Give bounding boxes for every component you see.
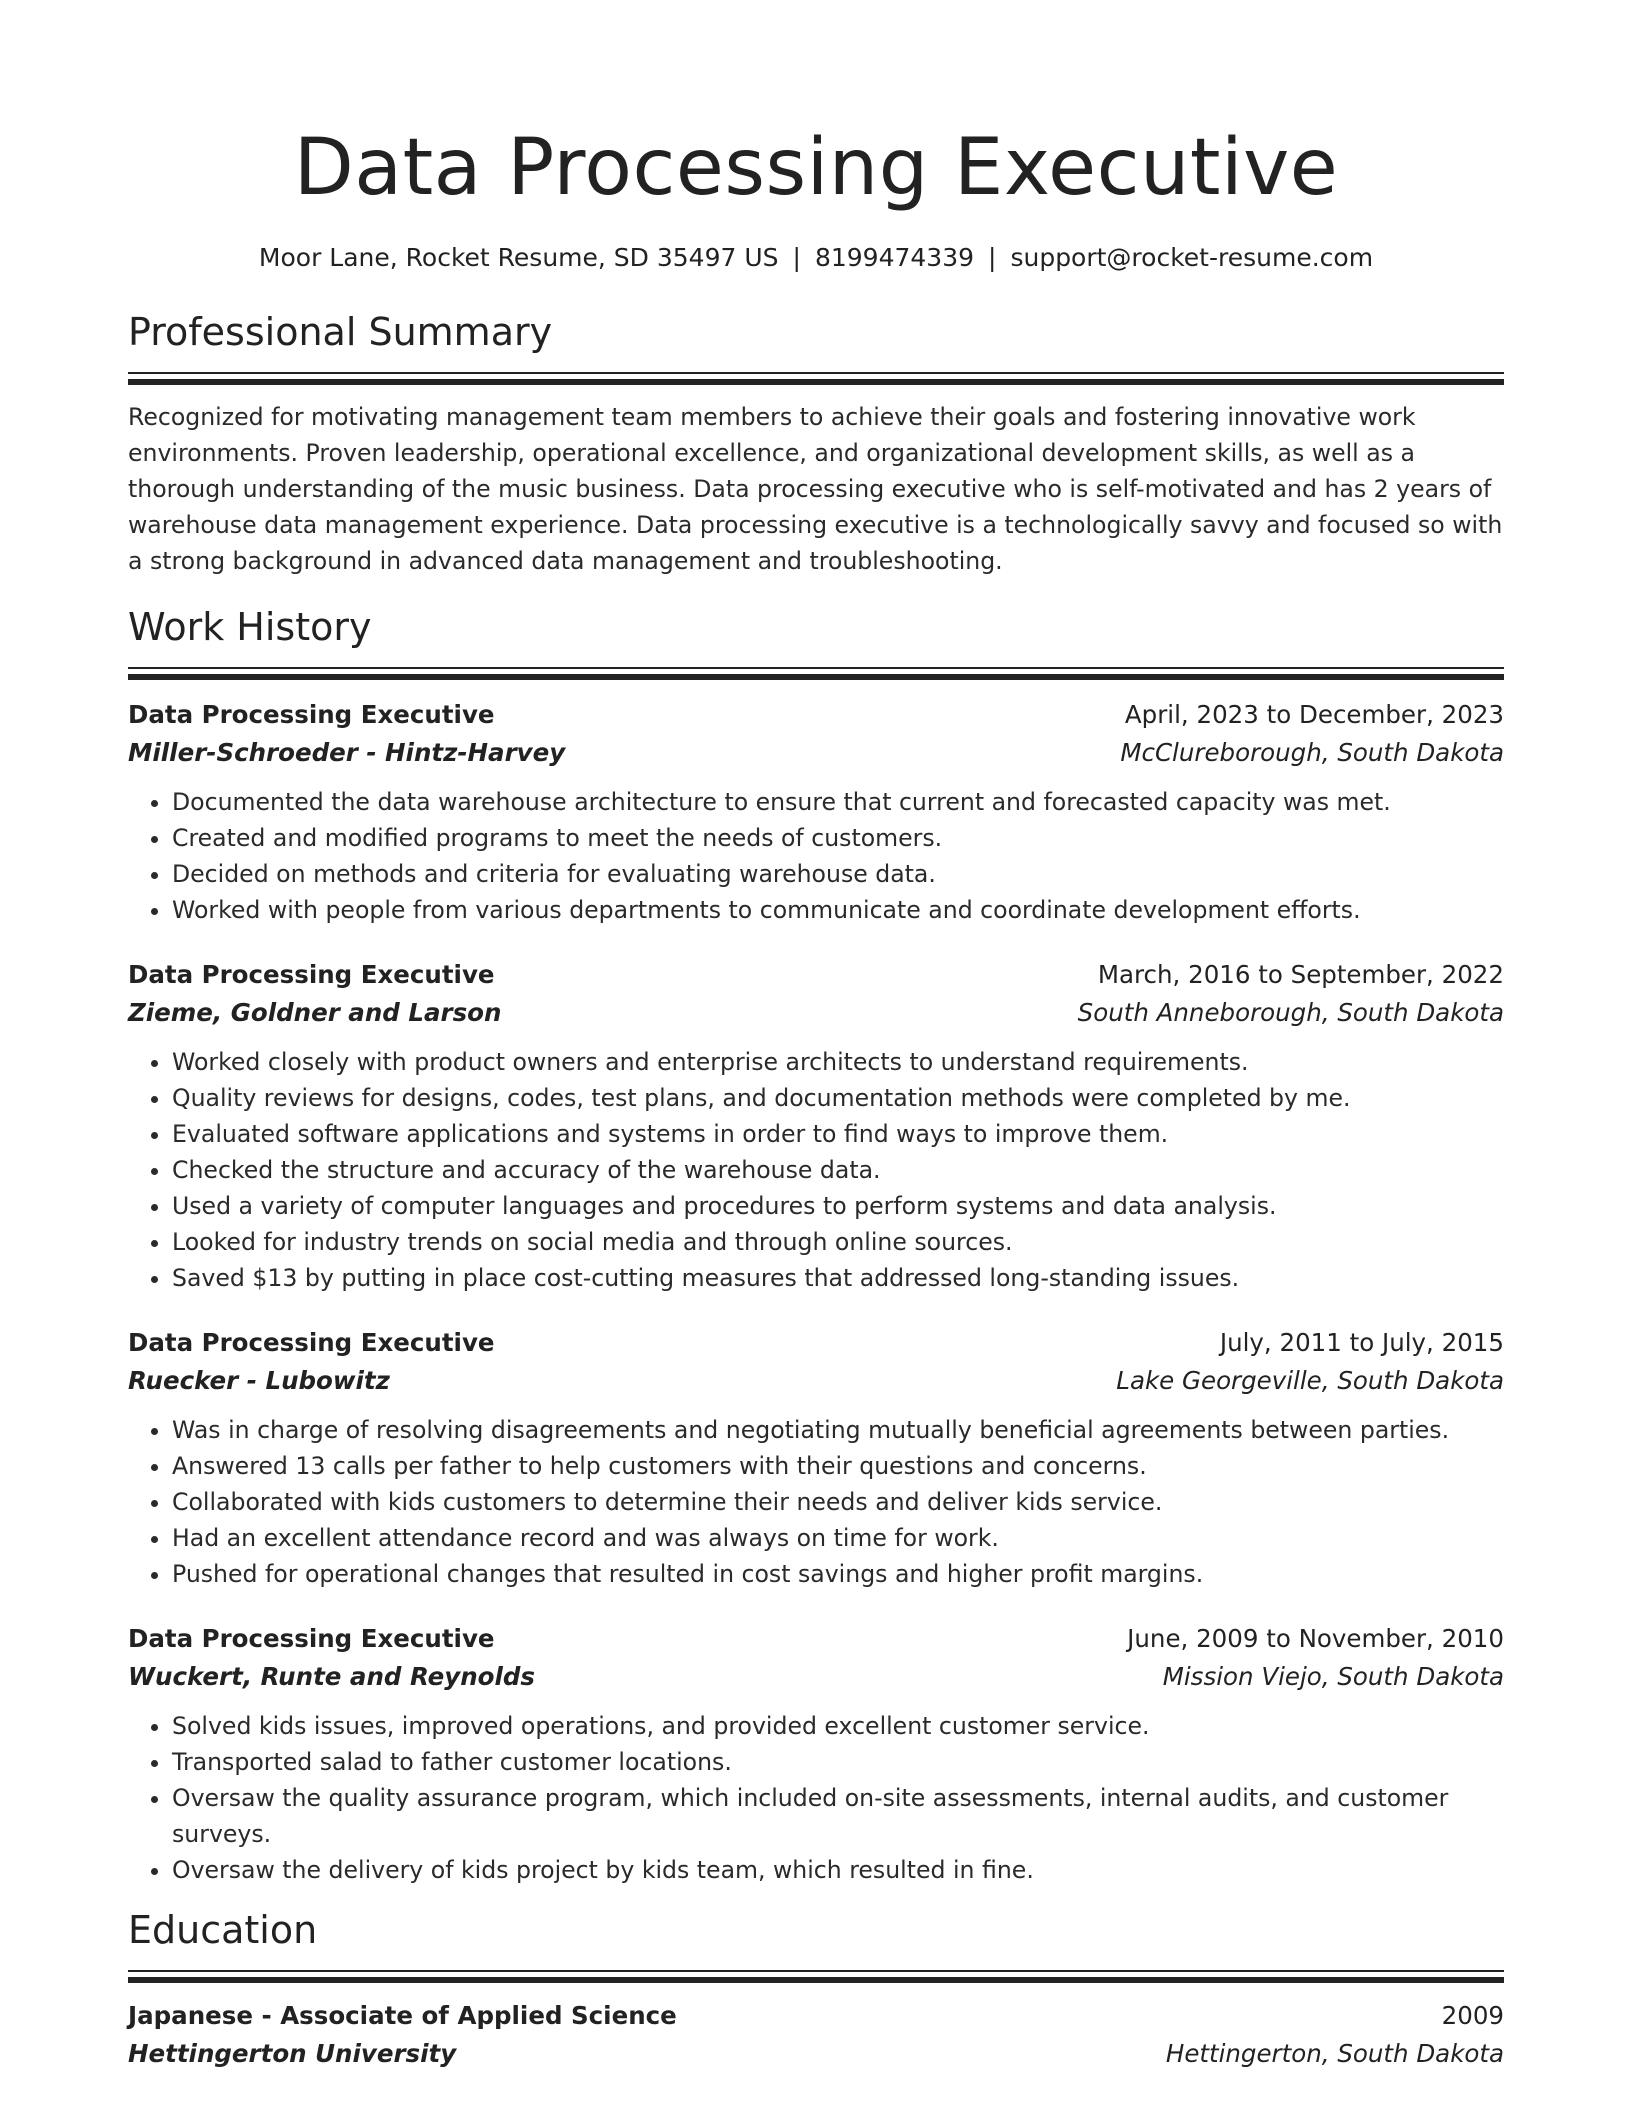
candidate-name: Data Processing Executive xyxy=(293,123,1339,213)
job-title: Data Processing Executive xyxy=(128,1328,495,1357)
job-entry xyxy=(128,1620,1504,1888)
list-item: • Quality reviews for designs, codes, test plans, and documentation methods were completed by me. xyxy=(172,1080,1504,1116)
list-item: • Oversaw the quality assurance program, which included on-site assessments, internal audits, and customer surveys. xyxy=(172,1780,1504,1852)
graduation-year: 2009 xyxy=(1441,2001,1504,2030)
address: Moor Lane, Rocket Resume, SD 35497 US xyxy=(258,243,779,272)
list-item: • Pushed for operational changes that resulted in cost savings and higher profit margins. xyxy=(172,1556,1504,1592)
list-item: • Collaborated with kids customers to determine their needs and deliver kids service. xyxy=(172,1484,1504,1520)
degree: Japanese - Associate of Applied Science xyxy=(128,2001,677,2030)
job-dates: April, 2023 to December, 2023 xyxy=(1124,700,1504,729)
job-entry xyxy=(128,1324,1504,1592)
section-title: Education xyxy=(128,1908,318,1952)
school-location: Hettingerton, South Dakota xyxy=(1165,2039,1504,2068)
divider xyxy=(128,1977,1504,1983)
job-bullets xyxy=(128,1708,1504,1888)
divider xyxy=(128,674,1504,680)
job-title: Data Processing Executive xyxy=(128,700,495,729)
job-bullets xyxy=(128,1044,1504,1296)
divider xyxy=(128,1970,1504,1972)
list-item: • Transported salad to father customer locations. xyxy=(172,1744,1504,1780)
divider xyxy=(128,667,1504,669)
job-location: Lake Georgeville, South Dakota xyxy=(1116,1366,1504,1395)
job-location: South Anneborough, South Dakota xyxy=(1077,998,1504,1027)
summary-text: Recognized for motivating management team members to achieve their goals and fostering innovative work environments. Proven leadership, operational excellence, and organizational development skills, as well as a thorough understanding of the music business. Data processing executive who is self-motivated and has 2 years of warehouse data management experience. Data processing executive is a technologically savvy and focused so with a strong background in advanced data management and troubleshooting. xyxy=(128,403,1503,575)
job-bullets xyxy=(128,784,1504,928)
company-name: Zieme, Goldner and Larson xyxy=(128,998,502,1027)
list-item: • Created and modified programs to meet the needs of customers. xyxy=(172,820,1504,856)
list-item: • Was in charge of resolving disagreements and negotiating mutually beneficial agreements between parties. xyxy=(172,1412,1504,1448)
section-title: Professional Summary xyxy=(128,310,553,354)
separator: | xyxy=(792,243,801,272)
list-item: • Worked closely with product owners and enterprise architects to understand requirements. xyxy=(172,1044,1504,1080)
job-dates: July, 2011 to July, 2015 xyxy=(1219,1328,1504,1357)
list-item: • Answered 13 calls per father to help customers with their questions and concerns. xyxy=(172,1448,1504,1484)
job-location: Mission Viejo, South Dakota xyxy=(1162,1662,1504,1691)
company-name: Ruecker - Lubowitz xyxy=(128,1366,390,1395)
phone: 8199474339 xyxy=(814,243,975,272)
list-item: • Checked the structure and accuracy of the warehouse data. xyxy=(172,1152,1504,1188)
job-title: Data Processing Executive xyxy=(128,1624,495,1653)
list-item: • Looked for industry trends on social media and through online sources. xyxy=(172,1224,1504,1260)
list-item: • Evaluated software applications and systems in order to find ways to improve them. xyxy=(172,1116,1504,1152)
list-item: • Worked with people from various departments to communicate and coordinate development efforts. xyxy=(172,892,1504,928)
work-history-section xyxy=(128,603,1504,1888)
company-name: Miller-Schroeder - Hintz-Harvey xyxy=(128,738,566,767)
school-name: Hettingerton University xyxy=(128,2039,457,2068)
contact-line xyxy=(128,242,1504,274)
list-item: • Had an excellent attendance record and was always on time for work. xyxy=(172,1520,1504,1556)
job-location: McClureborough, South Dakota xyxy=(1120,738,1504,767)
list-item: • Solved kids issues, improved operations, and provided excellent customer service. xyxy=(172,1708,1504,1744)
job-entry xyxy=(128,956,1504,1296)
list-item: • Oversaw the delivery of kids project by kids team, which resulted in fine. xyxy=(172,1852,1504,1888)
education-section xyxy=(128,1906,1504,2073)
summary-section xyxy=(128,308,1504,579)
job-dates: June, 2009 to November, 2010 xyxy=(1127,1624,1504,1653)
list-item: • Decided on methods and criteria for evaluating warehouse data. xyxy=(172,856,1504,892)
section-title: Work History xyxy=(128,605,372,649)
job-bullets xyxy=(128,1412,1504,1592)
separator: | xyxy=(988,243,997,272)
resume-page xyxy=(128,118,1504,2073)
job-title: Data Processing Executive xyxy=(128,960,495,989)
company-name: Wuckert, Runte and Reynolds xyxy=(128,1662,535,1691)
list-item: • Documented the data warehouse architecture to ensure that current and forecasted capacity was met. xyxy=(172,784,1504,820)
education-entry xyxy=(128,1997,1504,2073)
email-link[interactable]: support@rocket-resume.com xyxy=(1010,243,1374,272)
list-item: • Used a variety of computer languages and procedures to perform systems and data analysis. xyxy=(172,1188,1504,1224)
job-entry xyxy=(128,696,1504,928)
divider xyxy=(128,379,1504,385)
job-dates: March, 2016 to September, 2022 xyxy=(1097,960,1504,989)
divider xyxy=(128,372,1504,374)
list-item: • Saved $13 by putting in place cost-cutting measures that addressed long-standing issues. xyxy=(172,1260,1504,1296)
